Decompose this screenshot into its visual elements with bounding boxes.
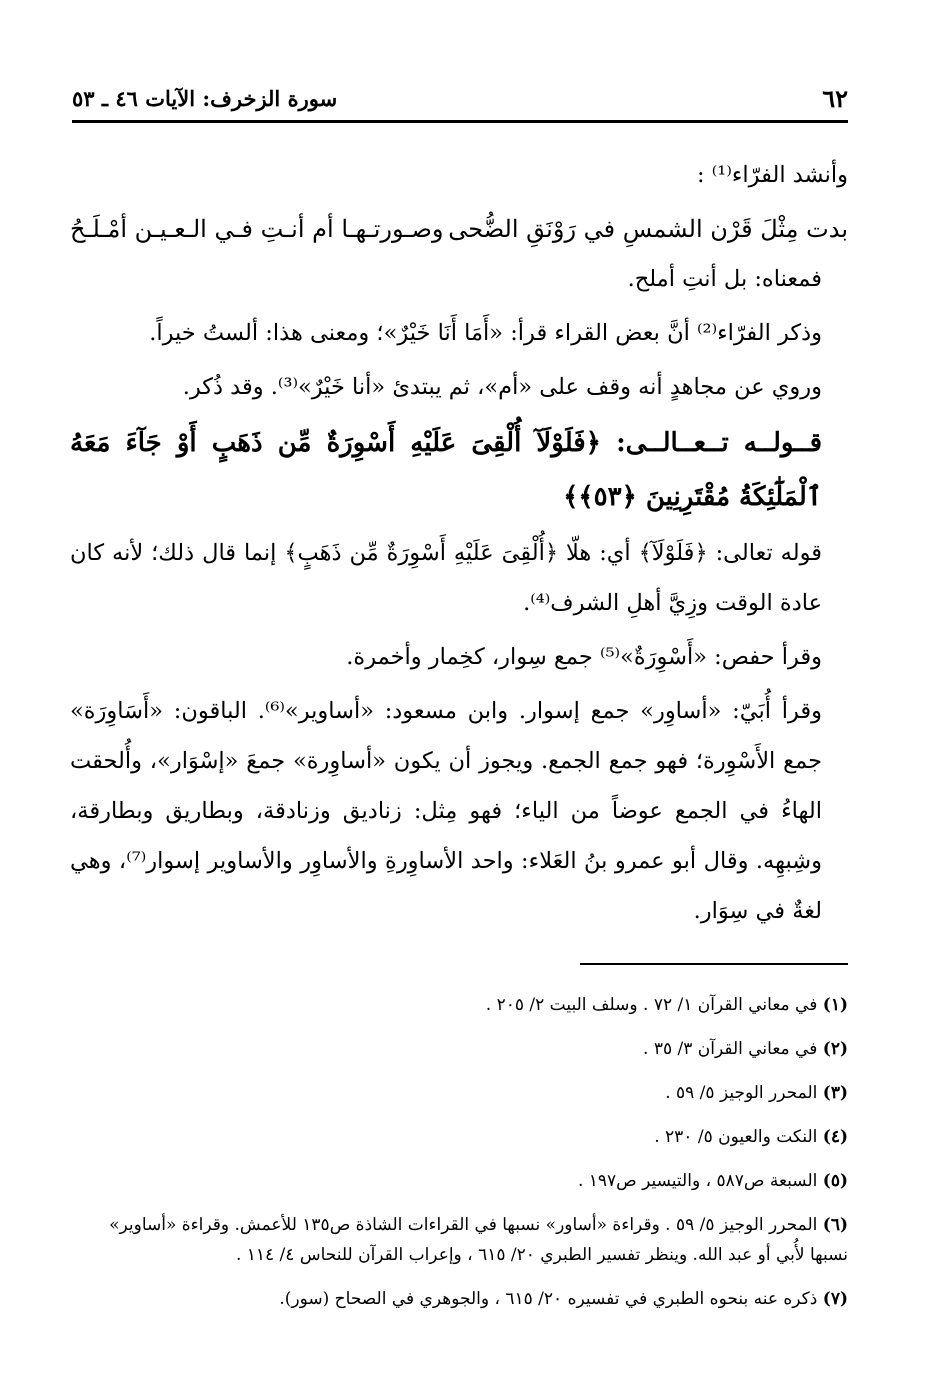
main-text (70, 150, 848, 940)
footnote-4 (70, 1122, 848, 1152)
paragraph-4: وروي عن مجاهدٍ أنه وقف على «أم»، ثم يبتدئ «أنا خَيْرٌ»⁽³⁾. وقد ذُكر. (182, 374, 822, 400)
footnote-text: ذكره عنه بنحوه الطبري في تفسيره ٢٠/ ٦١٥ ، والجوهري في الصحاح (سور). (279, 1289, 818, 1309)
paragraph-5: قوله تعالى: ﴿فَلَوْلَآ﴾ أي: هلّا ﴿أُلْقِىَ عَلَيْهِ أَسْوِرَةٌ مِّن ذَهَبٍ﴾ إنما قال ذلك؛ لأنه كان عادة الوقت وزِيَّ أهلِ الشرف⁽⁴⁾. (70, 540, 822, 616)
footnote-2 (70, 1034, 848, 1064)
page-header (72, 82, 848, 118)
footnote-number: (٤) (822, 1127, 848, 1147)
footnote-1 (70, 990, 848, 1020)
footnote-text: في معاني القرآن ١/ ٧٢ . وسلف البيت ٢/ ٢٠٥ . (485, 995, 818, 1015)
footnote-number: (٧) (822, 1289, 848, 1309)
footnote-text: النكت والعيون ٥/ ٢٣٠ . (654, 1127, 818, 1147)
poetry-verse (70, 204, 848, 254)
footnote-number: (٢) (822, 1039, 848, 1059)
verse-second-hemistich: وصـورتـهـا أم أنـتِ فـي الـعـيـن أمْـلَـحُ (70, 215, 444, 243)
paragraph-2: فمعناه: بل أنتِ أملح. (627, 266, 822, 292)
footnote-7 (70, 1284, 848, 1314)
footnote-text: المحرر الوجيز ٥/ ٥٩ . وقراءة «أساور» نسبها في القراءات الشاذة ص١٣٥ للأعمش. وقراءة «أساوير» نسبها لأُبي أو عبد الله. وينظر تفسير الطبري ٢٠/ ٦١٥ ، وإعراب القرآن للنحاس ٤/ ١١٤ . (109, 1215, 848, 1265)
footnotes (70, 990, 848, 1328)
header-rule (72, 120, 848, 123)
paragraph-7: وقرأ أُبَيّ: «أساوِر» جمع إسوار. وابن مسعود: «أساوير»⁽⁶⁾. الباقون: «أَسَاوِرَة» جمع الأَسْوِرة؛ فهو جمع الجمع. ويجوز أن يكون «أساوِرة» جمعَ «إسْوَار»، وأُلحقت الهاءُ في الجمع عوضاً من الياء؛ فهو مِثل: زناديق وزنادقة، وبطاريق وبطارقة، وشِبهِه. وقال أبو عمرو بنُ العَلاء: واحد الأساوِرةِ والأساوِر والأساوير إسوار⁽⁷⁾، وهي لغةٌ في سِوَار. (70, 698, 822, 924)
footnote-number: (٦) (822, 1215, 848, 1235)
footnote-3 (70, 1078, 848, 1108)
paragraph-1: وأنشد الفرّاء⁽¹⁾ : (697, 162, 848, 188)
running-title: سورة الزخرف: الآيات ٤٦ ـ ٥٣ (72, 86, 338, 111)
footnote-text: في معاني القرآن ٣/ ٣٥ . (643, 1039, 818, 1059)
footnote-separator (580, 963, 848, 965)
footnote-number: (٣) (822, 1083, 848, 1103)
footnote-5 (70, 1166, 848, 1196)
footnote-6 (70, 1210, 848, 1270)
verse-first-hemistich: بدت مِثْلَ قَرْن الشمسِ في رَوْنَقِ الضُّحى (448, 215, 848, 243)
quran-verse-heading: قــولــه تــعــالــى: ﴿فَلَوْلَآ أُلْقِىَ عَلَيْهِ أَسْوِرَةٌ مِّن ذَهَبٍ أَوْ جَآءَ مَعَهُ ٱلْمَلَٰٓئِكَةُ مُقْتَرِنِينَ ﴿٥٣﴾﴾ (70, 428, 822, 512)
page-number: ٦٢ (822, 84, 848, 113)
paragraph-3: وذكر الفرّاء⁽²⁾ أنَّ بعض القراء قرأ: «أَمَا أَنَا خَيْرٌ»؛ ومعنى هذا: ألستُ خيراً. (149, 320, 822, 346)
paragraph-6: وقرأ حفص: «أَسْوِرَةٌ»⁽⁵⁾ جمع سِوار، كخِمار وأخمرة. (346, 644, 822, 670)
footnote-text: المحرر الوجيز ٥/ ٥٩ . (665, 1083, 818, 1103)
footnote-number: (٥) (822, 1171, 848, 1191)
footnote-number: (١) (822, 995, 848, 1015)
footnote-text: السبعة ص٥٨٧ ، والتيسير ص١٩٧ . (577, 1171, 818, 1191)
